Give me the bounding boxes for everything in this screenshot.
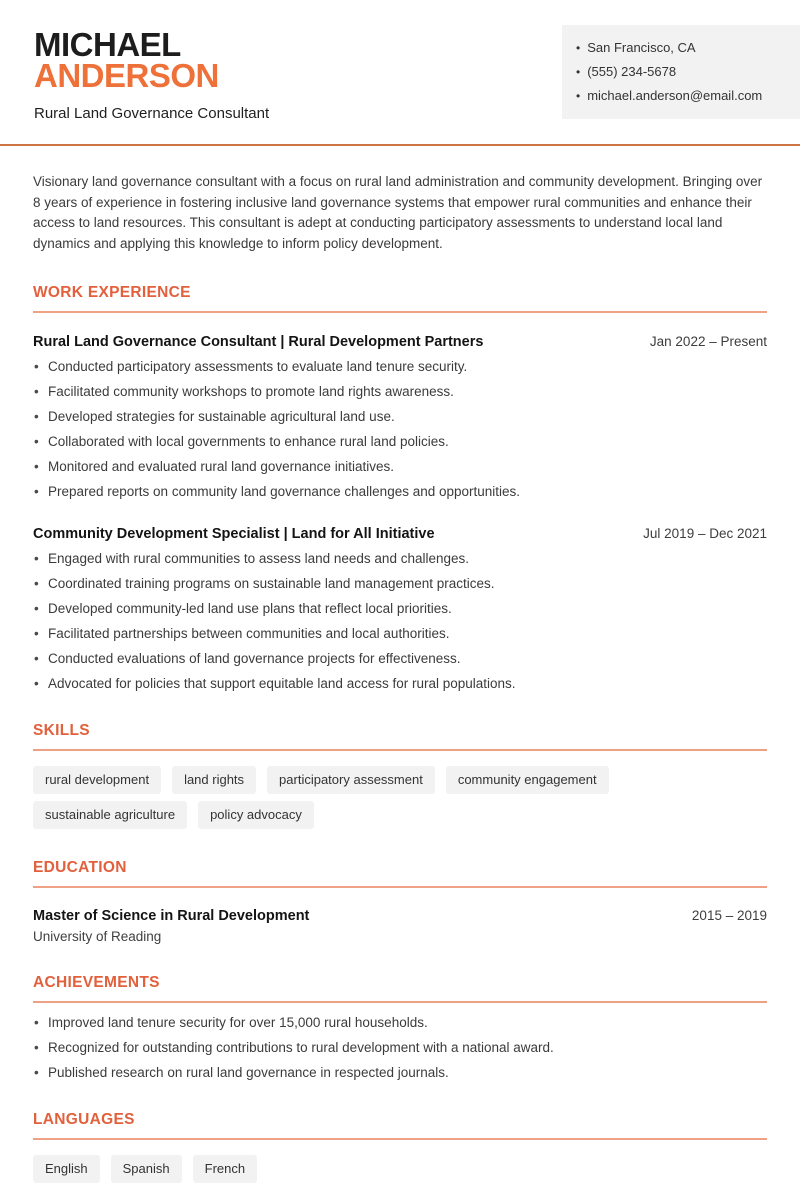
bullet-item: • Conducted participatory assessments to evaluate land tenure security. [33,359,767,375]
last-name: ANDERSON [34,57,219,94]
work-experience-heading: WORK EXPERIENCE [33,284,767,313]
section-achievements [33,974,767,1081]
language-tag: Spanish [111,1155,182,1183]
education-heading: EDUCATION [33,859,767,888]
skill-tag: community engagement [446,766,609,794]
skills-heading: SKILLS [33,722,767,751]
job-bullet-list [33,551,767,692]
resume-body [0,172,800,1183]
contact-email-text: michael.anderson@email.com [587,88,763,103]
skills-tag-list [33,766,767,829]
section-languages [33,1111,767,1183]
job-title: Community Development Specialist | Land for All Initiative [33,526,435,543]
language-tag: English [33,1155,100,1183]
bullet-item: • Coordinated training programs on sustainable land management practices. [33,576,767,592]
bullet-item: • Monitored and evaluated rural land governance initiatives. [33,459,767,475]
bullet-item: • Prepared reports on community land governance challenges and opportunities. [33,484,767,500]
job-bullet-list [33,359,767,500]
first-name: MICHAEL [34,26,181,63]
skill-tag: participatory assessment [267,766,435,794]
contact-phone-text: (555) 234-5678 [587,64,677,79]
contact-location-text: San Francisco, CA [587,40,696,55]
bullet-item: • Facilitated partnerships between communities and local authorities. [33,626,767,642]
achievements-heading: ACHIEVEMENTS [33,974,767,1003]
section-education [33,859,767,944]
bullet-item: • Recognized for outstanding contributions to rural development with a national award. [33,1040,767,1056]
education-school: University of Reading [33,929,162,945]
bullet-item: • Developed strategies for sustainable agricultural land use. [33,409,767,425]
header-job-title: Rural Land Governance Consultant [34,105,270,122]
education-entry [33,908,767,924]
bullet-item: • Improved land tenure security for over 15,000 rural households. [33,1015,767,1031]
contact-box [562,25,800,119]
contact-phone [576,60,784,84]
header-divider [0,144,800,146]
bullet-icon: • [576,65,581,79]
section-skills [33,722,767,829]
languages-heading: LANGUAGES [33,1111,767,1140]
job-header [33,334,767,350]
job-dates: Jul 2019 – Dec 2021 [643,526,767,542]
skill-tag: land rights [172,766,256,794]
job-header [33,526,767,542]
languages-tag-list [33,1155,767,1183]
language-tag: French [193,1155,257,1183]
contact-email [576,84,784,108]
bullet-icon: • [576,41,581,55]
bullet-item: • Engaged with rural communities to assess land needs and challenges. [33,551,767,567]
education-dates: 2015 – 2019 [691,908,767,924]
summary-paragraph: Visionary land governance consultant with a focus on rural land administration and community development. Bringing over 8 years of experience in fostering inclusive land governance systems that empower rural communities and enhance their access to land resources. This consultant is adept at conducting participatory assessments to understand local land dynamics and applying this knowledge to inform policy development. [33,174,763,251]
education-degree: Master of Science in Rural Development [33,908,310,925]
bullet-item: • Facilitated community workshops to promote land rights awareness. [33,384,767,400]
bullet-icon: • [576,89,581,103]
bullet-item: • Conducted evaluations of land governance projects for effectiveness. [33,651,767,667]
skill-tag: sustainable agriculture [33,801,187,829]
bullet-item: • Collaborated with local governments to enhance rural land policies. [33,434,767,450]
bullet-item: • Advocated for policies that support equitable land access for rural populations. [33,676,767,692]
skill-tag: policy advocacy [198,801,314,829]
job-title: Rural Land Governance Consultant | Rural Development Partners [33,334,484,351]
bullet-item: • Published research on rural land governance in respected journals. [33,1065,767,1081]
job-entry [33,526,767,692]
contact-location [576,36,784,60]
job-entry [33,334,767,500]
job-dates: Jan 2022 – Present [649,334,767,350]
section-work-experience [33,284,767,692]
skill-tag: rural development [33,766,161,794]
achievements-list [33,1015,767,1081]
resume-header [0,0,800,122]
bullet-item: • Developed community-led land use plans that reflect local priorities. [33,601,767,617]
